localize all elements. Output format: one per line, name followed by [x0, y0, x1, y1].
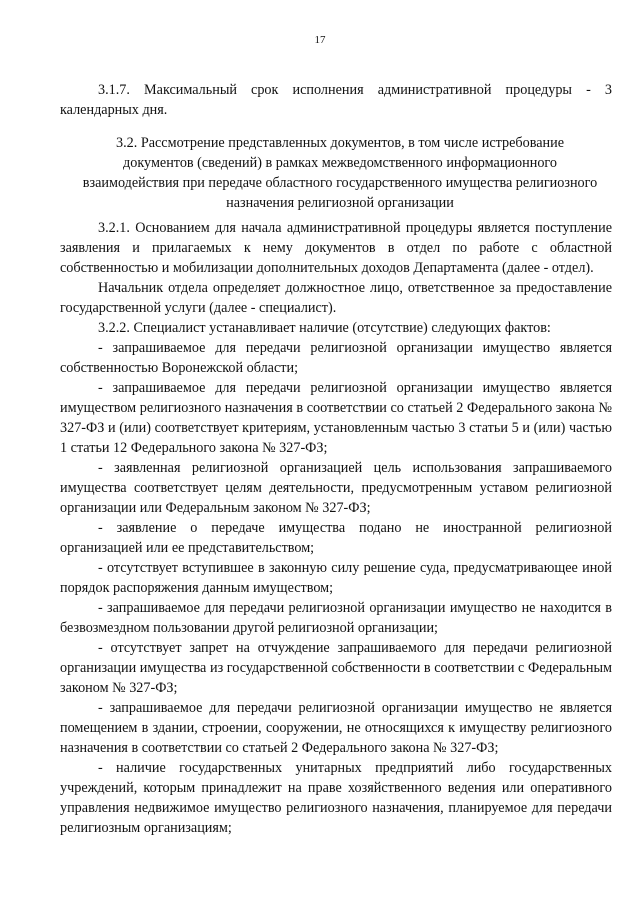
section-3-2-body [60, 218, 612, 838]
paragraph-head-of-department: Начальник отдела определяет должностное лицо, ответственное за предоставление государственной услуги (далее - специалист). [60, 280, 612, 316]
list-item: - запрашиваемое для передачи религиозной организации имущество не является помещением в здании, строении, сооружении, не относящихся к имуществу религиозного назначения в соответствии со статьей 2 Федерального закона № 327-ФЗ; [60, 700, 612, 756]
section-heading-3-2: 3.2. Рассмотрение представленных документов, в том числе истребование документов (сведений) в рамках межведомственного информационного взаимодействия при передаче областного государственного имущества религиозного назначения религиозной организации [82, 135, 598, 211]
paragraph-3-2-2: 3.2.2. Специалист устанавливает наличие (отсутствие) следующих фактов: [98, 320, 551, 336]
list-item: - заявление о передаче имущества подано не иностранной религиозной организацией или ее представительством; [60, 520, 612, 556]
list-item: - запрашиваемое для передачи религиозной организации имущество является собственностью Воронежской области; [60, 340, 612, 376]
list-item: - отсутствует запрет на отчуждение запрашиваемого для передачи религиозной организации имущества из государственной собственности в соответствии с Федеральным законом № 327-ФЗ; [60, 640, 612, 696]
paragraph-3-2-1: 3.2.1. Основанием для начала административной процедуры является поступление заявления и прилагаемых к нему документов в отдел по работе с областной собственностью и мобилизации дополнительных доходов Департамента (далее - отдел). [60, 220, 612, 276]
list-item: - наличие государственных унитарных предприятий либо государственных учреждений, которым принадлежит на праве хозяйственного ведения или оперативного управления недвижимое имущество религиозного назначения, планируемое для передачи религиозным организациям; [60, 760, 612, 836]
list-item: - отсутствует вступившее в законную силу решение суда, предусматривающее иной порядок распоряжения данным имуществом; [60, 560, 612, 596]
list-item: - запрашиваемое для передачи религиозной организации имущество является имуществом религиозного назначения в соответствии со статьей 2 Федерального закона № 327-ФЗ и (или) соответствует критериям, установленным частью 3 статьи 5 и (или) частью 1 статьи 12 Федерального закона № 327-ФЗ; [60, 380, 612, 456]
list-item: - запрашиваемое для передачи религиозной организации имущество не находится в безвозмездном пользовании другой религиозной организации; [60, 600, 612, 636]
section-3-1-7: 3.1.7. Максимальный срок исполнения административной процедуры - 3 календарных дня. [60, 82, 612, 118]
page-number: 17 [314, 34, 326, 46]
list-item: - заявленная религиозной организацией цель использования запрашиваемого имущества соответствует целям деятельности, предусмотренным уставом религиозной организации или Федеральным законом № 327-ФЗ; [60, 460, 612, 516]
